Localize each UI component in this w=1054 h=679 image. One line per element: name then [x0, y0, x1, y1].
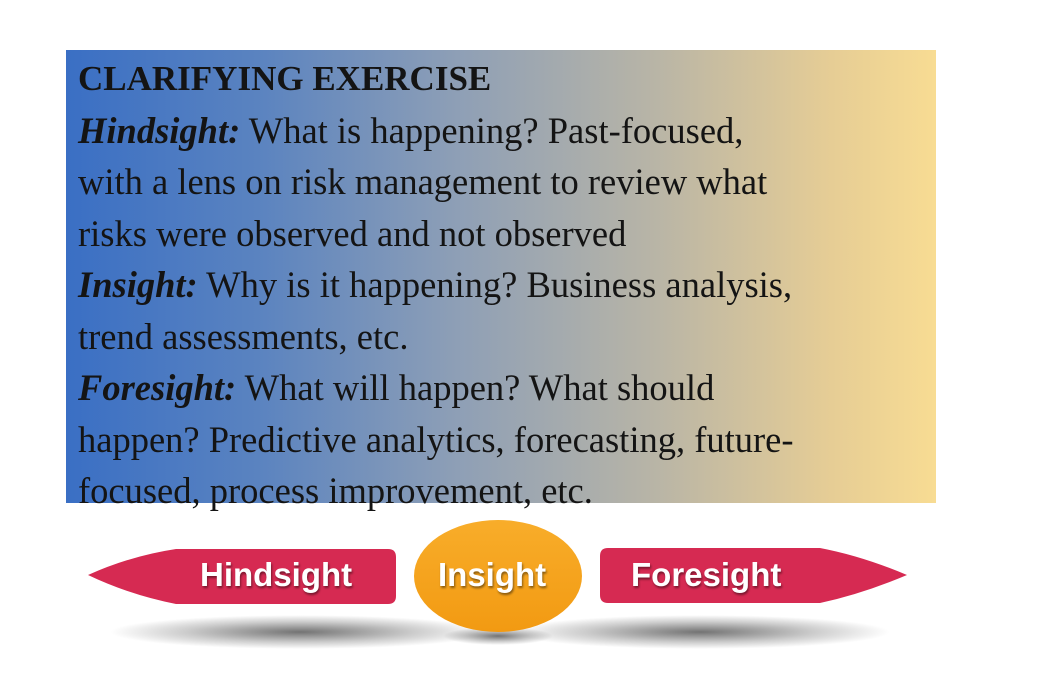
foresight-line-3: focused, process improvement, etc. — [78, 470, 593, 511]
right-arrow-shadow — [510, 615, 890, 649]
insight-oval-label: Insight — [438, 556, 547, 593]
hindsight-arrow-label: Hindsight — [200, 556, 353, 593]
foresight-line-1: What will happen? What should — [244, 367, 715, 408]
hindsight-line-1: What is happening? Past-focused, — [248, 109, 744, 151]
foresight-term: Foresight: — [78, 367, 237, 408]
hindsight-line-3: risks were observed and not observed — [78, 212, 627, 254]
foresight-line-2: happen? Predictive analytics, forecasting, future- — [78, 418, 794, 460]
left-arrow-shadow — [110, 615, 490, 649]
insight-term: Insight: — [78, 264, 198, 305]
insight-line-1: Why is it happening? Business analysis, — [206, 264, 793, 305]
foresight-arrow-label: Foresight — [631, 556, 782, 593]
insight-line-2: trend assessments, etc. — [78, 315, 409, 357]
exercise-title: CLARIFYING EXERCISE — [78, 59, 492, 98]
hindsight-term: Hindsight: — [78, 109, 241, 151]
hindsight-line-2: with a lens on risk management to review what — [78, 161, 768, 202]
